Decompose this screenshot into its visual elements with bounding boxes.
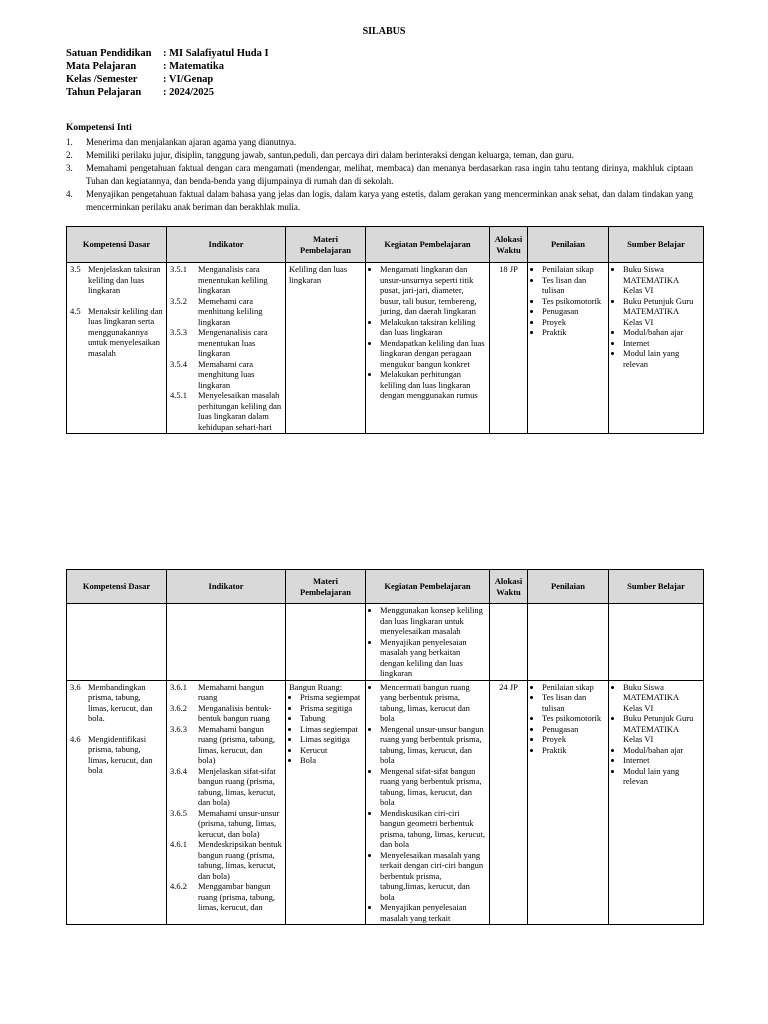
penilaian-cell — [528, 263, 609, 434]
kd-text: Menjelaskan taksiran keliling dan luas lingkaran — [88, 264, 161, 295]
indikator-item — [170, 724, 282, 766]
alokasi-cell: 24 JP — [490, 680, 528, 925]
sumber-item: • Modul lain yang relevan — [623, 348, 700, 369]
ki-item — [66, 162, 693, 188]
materi-item: • Limas segiempat — [300, 724, 362, 735]
indikator-text: Memehami cara menhitung keliling lingkaran — [198, 295, 263, 327]
kegiatan-item: • Menyelesaikan masalah yang terkait dengan ciri-ciri bangun berbentuk prisma, tabung,limas, kerucut, dan bola — [380, 850, 486, 903]
kegiatan-item: • Menggunakan konsep keliling dan luas lingkaran untuk menyelesaikan masalah — [380, 605, 486, 637]
kd-item — [70, 734, 163, 776]
kegiatan-item: • Melakukan taksiran keliling dan luas lingkaran — [380, 317, 486, 338]
indikator-number: 3.6.3 — [170, 723, 187, 734]
header-alokasi: Alokasi Waktu — [490, 227, 528, 263]
kd-text: Mengidentifikasi prisma, tabung, limas, kerucut, dan bola — [88, 733, 153, 775]
table-row — [67, 604, 704, 681]
indikator-text: Menganalisis cara menentukan keliling lingkaran — [198, 264, 268, 295]
penilaian-item: • Praktik — [542, 745, 605, 756]
identity-value: : Matematika — [163, 61, 224, 72]
materi-item: • Prisma segitiga — [300, 703, 362, 714]
identity-row — [66, 73, 269, 86]
alokasi-cell: 18 JP — [490, 263, 528, 434]
indikator-cell — [167, 604, 286, 681]
indikator-number: 3.5.4 — [170, 358, 187, 369]
header-kompetensi-dasar: Kompetensi Dasar — [67, 227, 167, 263]
ki-number: 3. — [66, 163, 73, 173]
indikator-text: Memahami bangun ruang (prisma, tabung, limas, kerucut, dan bola) — [198, 723, 275, 765]
indikator-item — [170, 682, 282, 703]
kd-text: Membandingkan prisma, tabung, limas, kerucut, dan bola. — [88, 681, 153, 723]
sumber-item: • Modul/bahan ajar — [623, 745, 700, 756]
penilaian-item: • Penilaian sikap — [542, 264, 605, 275]
indikator-text: Menjelaskan sifat-sifat bangun ruang (prisma, tabung, limas, kerucut, dan bola) — [198, 765, 276, 807]
kd-number: 4.6 — [70, 733, 81, 744]
kd-number: 4.5 — [70, 305, 81, 316]
indikator-cell — [167, 680, 286, 925]
ki-text: Memiliki perilaku jujur, disiplin, tanggung jawab, santun,peduli, dan percaya diri dalam berinteraksi dengan keluarga, teman, dan guru. — [86, 150, 574, 160]
kegiatan-item: • Mencermati bangun ruang yang berbentuk prisma, tabung, limas, kerucut dan bola — [380, 682, 486, 724]
kegiatan-cell — [366, 263, 490, 434]
indikator-text: Menganalisis bentuk-bentuk bangun ruang — [198, 702, 272, 723]
identity-row — [66, 86, 269, 99]
identity-label: Tahun Pelajaran — [66, 87, 142, 98]
indikator-text: Mengenanalisis cara menentukan luas lingkaran — [198, 327, 268, 358]
header-materi: Materi Pembelajaran — [286, 227, 366, 263]
syllabus-table — [66, 226, 704, 434]
sumber-cell — [609, 263, 704, 434]
identity-value: : 2024/2025 — [163, 87, 215, 98]
penilaian-item: • Tes lisan dan tulisan — [542, 692, 605, 713]
indikator-item — [170, 264, 282, 296]
indikator-item — [170, 881, 282, 913]
indikator-item — [170, 359, 282, 391]
penilaian-cell — [528, 604, 609, 681]
penilaian-list — [531, 682, 605, 756]
identity-label: Satuan Pendidikan — [66, 48, 152, 59]
table-header-row — [67, 227, 704, 263]
syllabus-table-continued — [66, 569, 704, 925]
indikator-cell — [167, 263, 286, 434]
header-indikator: Indikator — [167, 227, 286, 263]
penilaian-item: • Penugasan — [542, 306, 605, 317]
kegiatan-cell — [366, 604, 490, 681]
sumber-cell — [609, 604, 704, 681]
indikator-item — [170, 390, 282, 432]
sumber-item: • Internet — [623, 755, 700, 766]
kd-number: 3.6 — [70, 681, 81, 692]
table-row — [67, 680, 704, 925]
kompetensi-inti-heading: Kompetensi Inti — [66, 123, 132, 133]
identity-value: : VI/Genap — [163, 74, 214, 85]
kd-item — [70, 682, 163, 724]
indikator-number: 4.5.1 — [170, 390, 187, 400]
materi-cell — [286, 604, 366, 681]
kd-item — [70, 306, 163, 359]
ki-item — [66, 136, 693, 149]
ki-number: 1. — [66, 137, 73, 147]
kegiatan-cell — [366, 680, 490, 925]
ki-item — [66, 188, 693, 214]
header-kegiatan: Kegiatan Pembelajaran — [366, 227, 490, 263]
identity-row — [66, 47, 269, 60]
materi-item: • Bola — [300, 755, 362, 766]
sumber-item: • Buku Petunjuk Guru MATEMATIKA Kelas VI — [623, 296, 700, 328]
kegiatan-list — [369, 605, 486, 679]
indikator-number: 4.6.1 — [170, 839, 187, 849]
indikator-item — [170, 808, 282, 840]
identity-label: Kelas /Semester — [66, 74, 138, 85]
penilaian-item: • Penugasan — [542, 724, 605, 735]
table-header-row — [67, 570, 704, 604]
sumber-item: • Modul/bahan ajar — [623, 327, 700, 338]
header-materi: Materi Pembelajaran — [286, 570, 366, 604]
indikator-number: 3.6.5 — [170, 807, 187, 818]
kegiatan-item: • Mengenal sifat-sifat bangun ruang yang berbentuk prisma, tabung, limas, kerucut, dan bola — [380, 766, 486, 808]
materi-item: • Kerucut — [300, 745, 362, 756]
identity-block — [66, 47, 269, 99]
kegiatan-item: • Mendapatkan keliling dan luas lingkaran dengan peragaan mengukur bangun konkret — [380, 338, 486, 370]
indikator-number: 3.5.3 — [170, 327, 187, 337]
indikator-number: 3.5.2 — [170, 295, 187, 306]
kd-text: Menaksir keliling dan luas lingkaran serta menggunakannya untuk menyelesaikan masalah — [88, 305, 163, 358]
penilaian-item: • Tes psikomotorik — [542, 296, 605, 307]
kd-cell — [67, 604, 167, 681]
penilaian-list — [531, 264, 605, 338]
ki-number: 4. — [66, 189, 73, 199]
materi-cell — [286, 680, 366, 925]
indikator-number: 3.5.1 — [170, 264, 187, 274]
indikator-text: Mendeskripsikan bentuk bangun ruang (prisma, tabung, limas, kerucut, dan bola) — [198, 839, 282, 881]
indikator-text: Memahami bangun ruang — [198, 681, 264, 702]
indikator-text: Memahami unsur-unsur (prisma, tabung, limas, kerucut, dan bola) — [198, 807, 280, 839]
materi-cell — [286, 263, 366, 434]
materi-item: • Tabung — [300, 713, 362, 724]
kd-item — [70, 264, 163, 296]
header-indikator: Indikator — [167, 570, 286, 604]
header-penilaian: Penilaian — [528, 570, 609, 604]
sumber-item: • Modul lain yang relevan — [623, 766, 700, 787]
penilaian-item: • Praktik — [542, 327, 605, 338]
indikator-text: Menyelesaikan masalah perhitungan keliling dan luas lingkaran dalam kehidupan sehari-hari — [198, 390, 282, 432]
sumber-cell — [609, 680, 704, 925]
indikator-text: Memahami cara menghitung luas lingkaran — [198, 358, 255, 390]
indikator-item — [170, 327, 282, 359]
sumber-item: • Buku Siswa MATEMATIKA Kelas VI — [623, 264, 700, 296]
penilaian-cell — [528, 680, 609, 925]
header-sumber: Sumber Belajar — [609, 570, 704, 604]
materi-list — [289, 692, 362, 766]
identity-row — [66, 60, 269, 73]
sumber-item: • Buku Siswa MATEMATIKA Kelas VI — [623, 682, 700, 714]
penilaian-item: • Proyek — [542, 734, 605, 745]
penilaian-item: • Tes lisan dan tulisan — [542, 275, 605, 296]
indikator-text: Menggambar bangun ruang (prisma, tabung, limas, kerucut, dan — [198, 881, 275, 912]
kegiatan-item: • Melakukan perhitungan keliling dan luas lingkaran dengan menggunakan rumus — [380, 369, 486, 401]
indikator-item — [170, 703, 282, 724]
kegiatan-item: • Mengenal unsur-unsur bangun ruang yang berbentuk prisma, tabung, limas, kerucut, dan bola — [380, 724, 486, 766]
penilaian-item: • Proyek — [542, 317, 605, 328]
kompetensi-inti-list — [66, 136, 693, 214]
ki-item — [66, 149, 693, 162]
header-sumber: Sumber Belajar — [609, 227, 704, 263]
penilaian-item: • Penilaian sikap — [542, 682, 605, 693]
ki-text: Menyajikan pengetahuan faktual dalam bahasa yang jelas dan logis, dalam karya yang estetis, dalam gerakan yang mencerminkan anak sehat, dan dalam tindakan yang mencerminkan perilaku anak beriman dan berakhlak mulia. — [86, 189, 693, 212]
indikator-item — [170, 296, 282, 328]
indikator-number: 3.6.4 — [170, 765, 187, 776]
ki-number: 2. — [66, 150, 73, 160]
kd-number: 3.5 — [70, 264, 81, 274]
kd-cell — [67, 263, 167, 434]
table-row — [67, 263, 704, 434]
kegiatan-item: • Mengamati lingkaran dan unsur-unsurnya seperti titik pusat, jari-jari, diameter, busur, tali busur, tembereng, juring, dan daerah lingkaran — [380, 264, 486, 317]
header-kompetensi-dasar: Kompetensi Dasar — [67, 570, 167, 604]
alokasi-cell — [490, 604, 528, 681]
indikator-number: 3.6.2 — [170, 702, 187, 713]
ki-text: Memahami pengetahuan faktual dengan cara mengamati (mendengar, melihat, membaca) dan menanya berdasarkan rasa ingin tahu tentang dirinya, makhluk ciptaan Tuhan dan kegiatannya, dan benda-benda yang dijumpainya di rumah dan di sekolah. — [86, 163, 693, 186]
sumber-item: • Internet — [623, 338, 700, 349]
header-penilaian: Penilaian — [528, 227, 609, 263]
ki-text: Menerima dan menjalankan ajaran agama yang dianutnya. — [86, 137, 297, 147]
header-alokasi: Alokasi Waktu — [490, 570, 528, 604]
materi-item: • Prisma segiempat — [300, 692, 362, 703]
kegiatan-list — [369, 264, 486, 401]
indikator-number: 4.6.2 — [170, 881, 187, 891]
header-kegiatan: Kegiatan Pembelajaran — [366, 570, 490, 604]
identity-value: : MI Salafiyatul Huda I — [163, 48, 269, 59]
kegiatan-item: • Mendiskusikan ciri-ciri bangun geometri berbentuk prisma, tabung, limas, kerucut, dan bola — [380, 808, 486, 850]
kegiatan-item: • Menyajikan penyelesaian masalah yang berkaitan dengan keliling dan luas lingkaran — [380, 637, 486, 679]
materi-item: • Limas segitiga — [300, 734, 362, 745]
kd-cell — [67, 680, 167, 925]
kegiatan-list — [369, 682, 486, 924]
materi-label: Bangun Ruang: — [289, 681, 343, 692]
materi-text: Keliling dan luas lingkaran — [289, 264, 348, 285]
sumber-list — [612, 264, 700, 369]
indikator-item — [170, 766, 282, 808]
page-title: SILABUS — [362, 26, 406, 37]
kegiatan-item: • Menyajikan penyelesaian masalah yang terkait — [380, 902, 486, 923]
indikator-item — [170, 839, 282, 881]
sumber-item: • Buku Petunjuk Guru MATEMATIKA Kelas VI — [623, 713, 700, 745]
sumber-list — [612, 682, 700, 787]
penilaian-item: • Tes psikomotorik — [542, 713, 605, 724]
identity-label: Mata Pelajaran — [66, 61, 137, 72]
indikator-number: 3.6.1 — [170, 681, 187, 692]
